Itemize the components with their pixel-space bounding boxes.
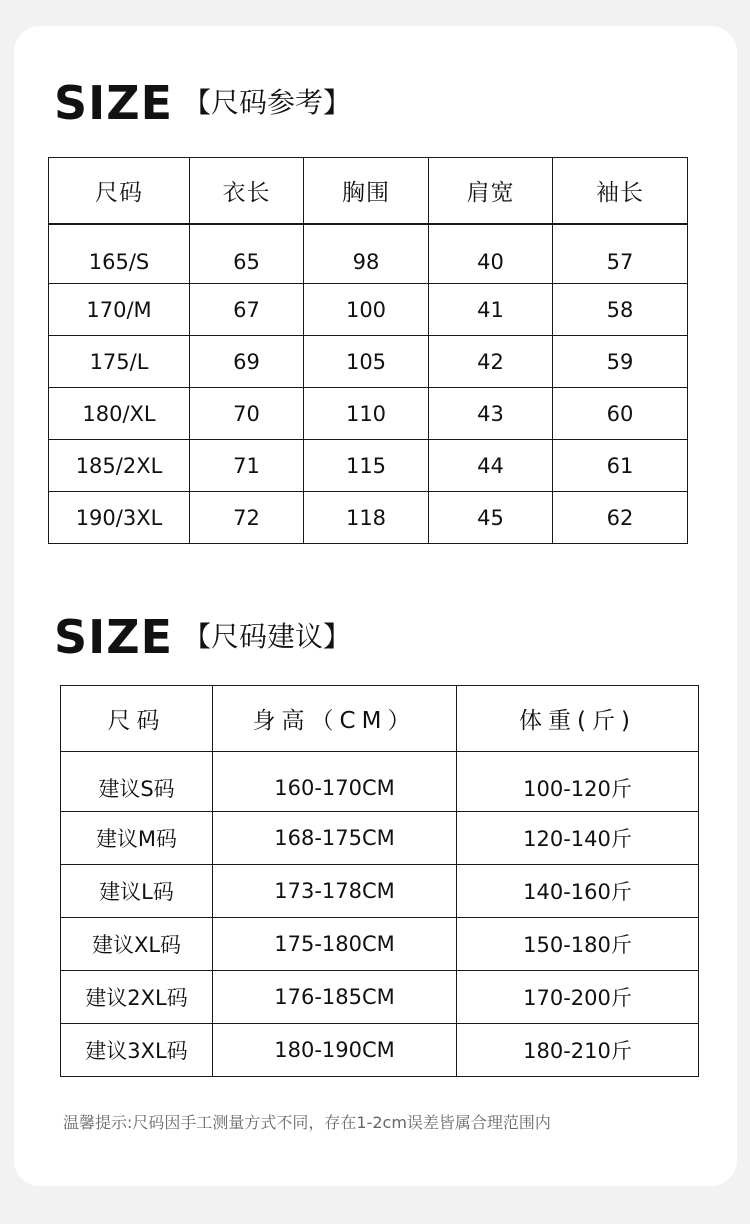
table-cell: 59 xyxy=(553,336,688,388)
table-cell: 41 xyxy=(429,284,553,336)
table-cell: 43 xyxy=(429,388,553,440)
table-row xyxy=(49,224,688,284)
table-cell: 160-170CM xyxy=(213,752,457,812)
table-cell: 建议XL码 xyxy=(61,918,213,971)
table-cell: 175-180CM xyxy=(213,918,457,971)
size-suggestion-heading xyxy=(54,610,352,664)
table-cell: 40 xyxy=(429,224,553,284)
header-height: 身高（CM） xyxy=(213,686,457,752)
table-row xyxy=(61,752,699,812)
table-cell: 168-175CM xyxy=(213,812,457,865)
size-suggestion-table xyxy=(60,685,699,1077)
table-cell: 建议M码 xyxy=(61,812,213,865)
table-cell: 建议3XL码 xyxy=(61,1024,213,1077)
table-cell: 185/2XL xyxy=(49,440,190,492)
header-weight: 体重(斤) xyxy=(457,686,699,752)
header-size: 尺码 xyxy=(49,158,190,224)
table-cell: 180-210斤 xyxy=(457,1024,699,1077)
table-row xyxy=(61,812,699,865)
measurement-note: 温馨提示:尺码因手工测量方式不同，存在1-2cm误差皆属合理范围内 xyxy=(63,1113,551,1132)
table-row xyxy=(61,918,699,971)
table-cell: 190/3XL xyxy=(49,492,190,544)
table-cell: 建议L码 xyxy=(61,865,213,918)
table-cell: 115 xyxy=(304,440,429,492)
table-cell: 110 xyxy=(304,388,429,440)
size-reference-table xyxy=(48,157,688,544)
table-cell: 105 xyxy=(304,336,429,388)
table-header-row xyxy=(61,686,699,752)
table-cell: 98 xyxy=(304,224,429,284)
heading-subtitle: 【尺码参考】 xyxy=(183,86,352,119)
table-cell: 165/S xyxy=(49,224,190,284)
table-cell: 140-160斤 xyxy=(457,865,699,918)
table-cell: 71 xyxy=(190,440,304,492)
table-cell: 44 xyxy=(429,440,553,492)
table-row xyxy=(49,284,688,336)
heading-subtitle: 【尺码建议】 xyxy=(183,620,352,653)
table-cell: 176-185CM xyxy=(213,971,457,1024)
table-row xyxy=(61,865,699,918)
table-cell: 61 xyxy=(553,440,688,492)
table-header-row xyxy=(49,158,688,224)
table-cell: 100 xyxy=(304,284,429,336)
table-cell: 170/M xyxy=(49,284,190,336)
table-cell: 58 xyxy=(553,284,688,336)
table-cell: 62 xyxy=(553,492,688,544)
table-cell: 118 xyxy=(304,492,429,544)
table-cell: 173-178CM xyxy=(213,865,457,918)
table-cell: 65 xyxy=(190,224,304,284)
table-cell: 建议2XL码 xyxy=(61,971,213,1024)
table-cell: 72 xyxy=(190,492,304,544)
table-row xyxy=(49,492,688,544)
table-row xyxy=(61,1024,699,1077)
table-cell: 100-120斤 xyxy=(457,752,699,812)
header-chest: 胸围 xyxy=(304,158,429,224)
header-length: 衣长 xyxy=(190,158,304,224)
table-cell: 69 xyxy=(190,336,304,388)
table-row xyxy=(49,440,688,492)
table-cell: 175/L xyxy=(49,336,190,388)
header-sleeve: 袖长 xyxy=(553,158,688,224)
table-cell: 70 xyxy=(190,388,304,440)
table-cell: 170-200斤 xyxy=(457,971,699,1024)
table-cell: 57 xyxy=(553,224,688,284)
table-cell: 180/XL xyxy=(49,388,190,440)
header-size: 尺码 xyxy=(61,686,213,752)
table-cell: 120-140斤 xyxy=(457,812,699,865)
table-row xyxy=(49,336,688,388)
header-shoulder: 肩宽 xyxy=(429,158,553,224)
heading-size-word: SIZE xyxy=(54,610,174,664)
table-cell: 180-190CM xyxy=(213,1024,457,1077)
table-cell: 67 xyxy=(190,284,304,336)
table-cell: 60 xyxy=(553,388,688,440)
heading-size-word: SIZE xyxy=(54,76,174,130)
table-cell: 45 xyxy=(429,492,553,544)
table-cell: 150-180斤 xyxy=(457,918,699,971)
table-cell: 42 xyxy=(429,336,553,388)
size-reference-heading xyxy=(54,76,352,130)
table-row xyxy=(61,971,699,1024)
table-row xyxy=(49,388,688,440)
table-cell: 建议S码 xyxy=(61,752,213,812)
